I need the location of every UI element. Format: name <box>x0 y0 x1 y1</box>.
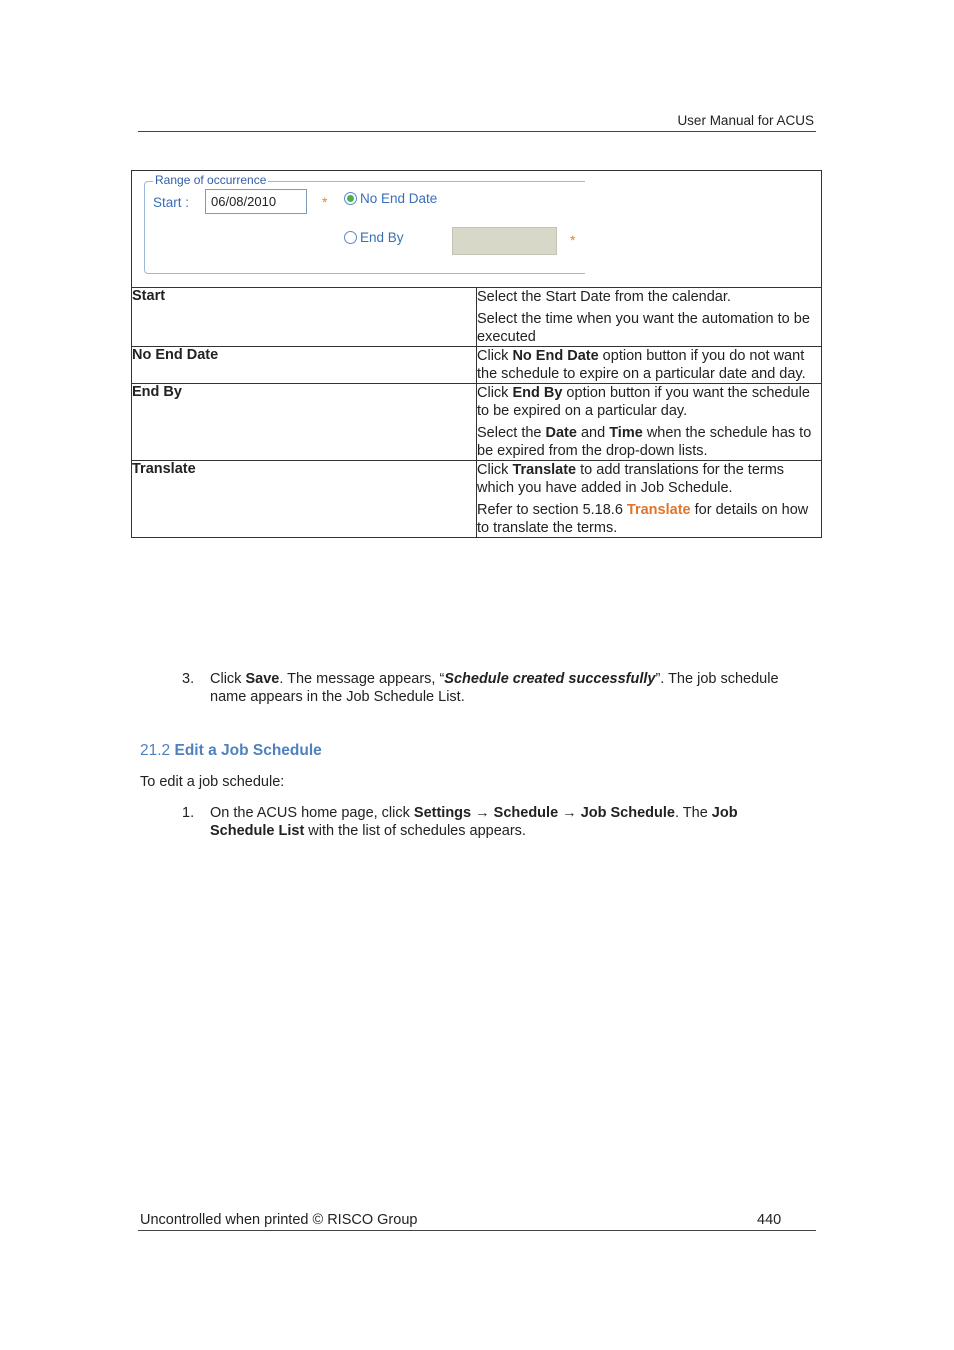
section-heading <box>140 742 322 760</box>
required-mark: * <box>322 194 328 210</box>
row-description <box>477 347 822 384</box>
row-description <box>477 288 822 347</box>
section-title: Edit a Job Schedule <box>174 742 322 759</box>
screenshot-row <box>132 171 822 288</box>
step-number: 3. <box>182 671 195 687</box>
intro-text: To edit a job schedule: <box>140 774 285 790</box>
desc-paragraph: Click End By option button if you want the schedule to be expired on a particular day. <box>477 385 810 419</box>
required-mark: * <box>570 232 576 248</box>
row-label: No End Date <box>132 347 477 384</box>
desc-paragraph: Refer to section 5.18.6 Translate for details on how to translate the terms. <box>477 502 809 536</box>
fields-table <box>131 170 822 538</box>
row-description <box>477 384 822 461</box>
start-date-input[interactable]: 06/08/2010 <box>205 189 307 214</box>
table-row <box>132 461 822 538</box>
table-row <box>132 347 822 384</box>
step-text: Click Save. The message appears, “Schedule created successfully”. The job schedule name appears in the Job Schedule List. <box>210 671 779 705</box>
panel-legend: Range of occurrence <box>155 173 267 187</box>
header-rule <box>138 131 816 132</box>
header-title: User Manual for ACUS <box>677 113 814 128</box>
row-label: End By <box>132 384 477 461</box>
desc-paragraph: Select the Date and Time when the schedule has to be expired from the drop-down lists. <box>477 425 812 459</box>
row-label: Start <box>132 288 477 347</box>
page-number: 440 <box>757 1212 782 1228</box>
no-end-date-label: No End Date <box>360 191 438 206</box>
range-of-occurrence-panel <box>144 173 585 274</box>
end-by-radio[interactable] <box>344 231 357 244</box>
end-by-date-input[interactable] <box>452 227 557 255</box>
table-row <box>132 384 822 461</box>
footer-text: Uncontrolled when printed © RISCO Group <box>140 1212 418 1228</box>
section-number: 21.2 <box>140 742 171 759</box>
table-row <box>132 288 822 347</box>
row-description <box>477 461 822 538</box>
footer-rule <box>138 1230 816 1231</box>
step-number: 1. <box>182 805 195 821</box>
translate-link[interactable]: Translate <box>626 502 691 518</box>
desc-paragraph: Select the Start Date from the calendar. <box>477 289 731 305</box>
end-by-label: End By <box>360 230 404 245</box>
row-label: Translate <box>132 461 477 538</box>
screenshot-cell <box>132 171 822 288</box>
step-text: On the ACUS home page, click Settings → Schedule → Job Schedule. The Job Schedule List with the list of schedules appears. <box>210 805 738 839</box>
no-end-date-radio[interactable] <box>344 192 357 205</box>
desc-paragraph: Click Translate to add translations for the terms which you have added in Job Schedule. <box>477 462 785 496</box>
desc-paragraph: Click No End Date option button if you do not want the schedule to expire on a particular date and day. <box>477 348 806 382</box>
desc-paragraph: Select the time when you want the automation to be executed <box>477 311 810 345</box>
start-label: Start : <box>153 195 190 210</box>
